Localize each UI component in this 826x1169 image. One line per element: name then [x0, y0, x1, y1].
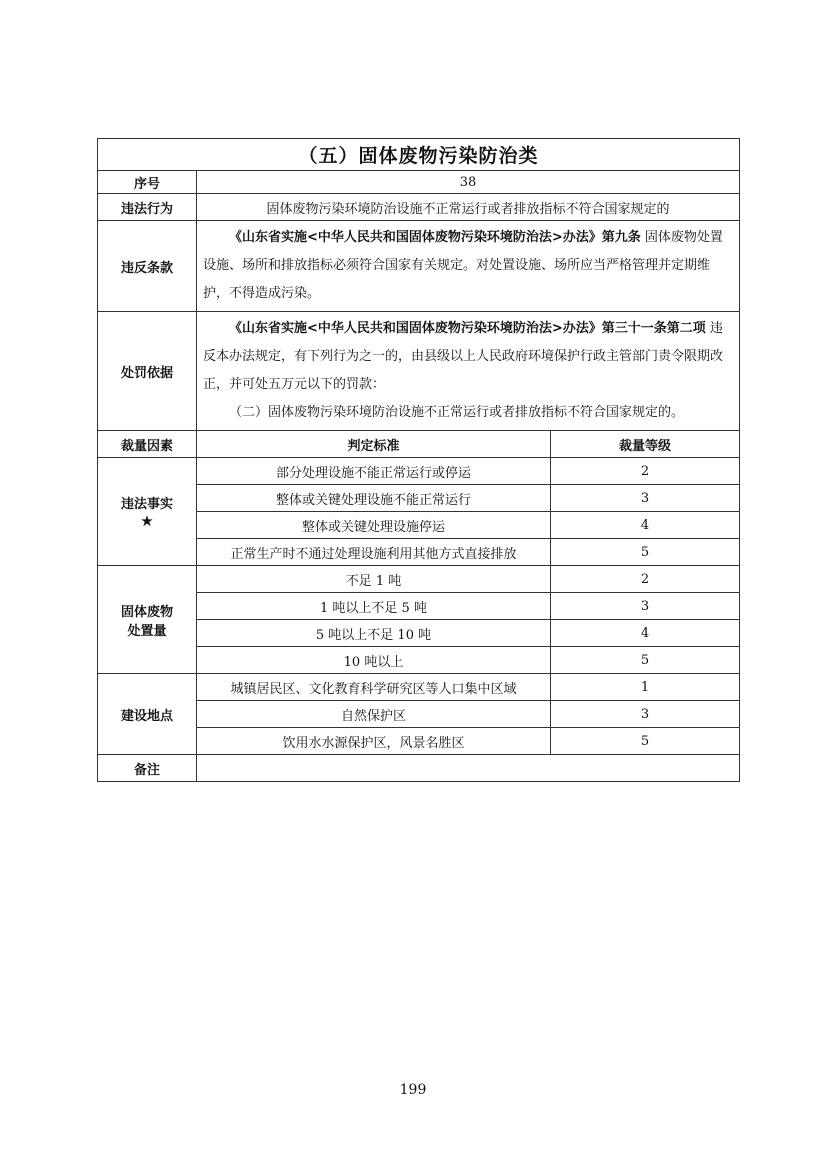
penalty-basis-law-ref: 《山东省实施<中华人民共和国固体废物污染环境防治法>办法》第三十一条第二项 [229, 321, 706, 336]
criteria-cell: 正常生产时不通过处理设施利用其他方式直接排放 [197, 539, 551, 566]
factor-location: 建设地点 [98, 674, 197, 755]
level-header: 裁量等级 [551, 431, 740, 458]
criteria-cell: 10 吨以上 [197, 647, 551, 674]
table-title: （五）固体废物污染防治类 [98, 139, 740, 171]
criteria-cell: 城镇居民区、文化教育科学研究区等人口集中区域 [197, 674, 551, 701]
seq-label: 序号 [98, 171, 197, 194]
level-cell: 2 [551, 566, 740, 593]
violated-clause-body: 固体废物处置设施、场所和排放指标必须符合国家有关规定。对处置设施、场所应当严格管理并定期维护，不得造成污染。 [203, 230, 723, 301]
level-cell: 5 [551, 728, 740, 755]
level-cell: 5 [551, 539, 740, 566]
factor-waste-amount-line1: 固体废物 [120, 604, 173, 620]
criteria-cell: 整体或关键处理设施停运 [197, 512, 551, 539]
criteria-cell: 整体或关键处理设施不能正常运行 [197, 485, 551, 512]
penalty-basis-body: 违反本办法规定，有下列行为之一的，由县级以上人民政府环境保护行政主管部门责令限期改正，并可处五万元以下的罚款： [203, 321, 724, 392]
criteria-cell: 不足 1 吨 [197, 566, 551, 593]
penalty-basis-item: （二）固体废物污染环境防治设施不正常运行或者排放指标不符合国家规定的。 [229, 405, 685, 420]
penalty-basis-label: 处罚依据 [98, 312, 197, 431]
factor-illegal-fact [98, 458, 197, 566]
criteria-cell: 饮用水水源保护区，风景名胜区 [197, 728, 551, 755]
criteria-header: 判定标准 [197, 431, 551, 458]
violated-clause-text [197, 221, 740, 312]
criteria-cell: 自然保护区 [197, 701, 551, 728]
violation-value: 固体废物污染环境防治设施不正常运行或者排放指标不符合国家规定的 [197, 194, 740, 221]
criteria-cell: 部分处理设施不能正常运行或停运 [197, 458, 551, 485]
violation-label: 违法行为 [98, 194, 197, 221]
seq-value: 38 [197, 171, 740, 194]
violated-clause-label: 违反条款 [98, 221, 197, 312]
remarks-value [197, 755, 740, 782]
factor-waste-amount-line2: 处置量 [127, 623, 167, 639]
criteria-cell: 1 吨以上不足 5 吨 [197, 593, 551, 620]
level-cell: 1 [551, 674, 740, 701]
penalty-table [97, 138, 740, 782]
page-number: 199 [399, 1082, 427, 1098]
remarks-label: 备注 [98, 755, 197, 782]
star-icon: ★ [140, 512, 154, 530]
level-cell: 3 [551, 701, 740, 728]
level-cell: 4 [551, 620, 740, 647]
level-cell: 4 [551, 512, 740, 539]
level-cell: 2 [551, 458, 740, 485]
factor-header: 裁量因素 [98, 431, 197, 458]
factor-illegal-fact-label: 违法事实 [120, 497, 173, 512]
factor-waste-amount [98, 566, 197, 674]
level-cell: 3 [551, 485, 740, 512]
criteria-cell: 5 吨以上不足 10 吨 [197, 620, 551, 647]
violated-clause-law-ref: 《山东省实施<中华人民共和国固体废物污染环境防治法>办法》第九条 [229, 230, 641, 245]
level-cell: 5 [551, 647, 740, 674]
penalty-basis-text [197, 312, 740, 431]
level-cell: 3 [551, 593, 740, 620]
